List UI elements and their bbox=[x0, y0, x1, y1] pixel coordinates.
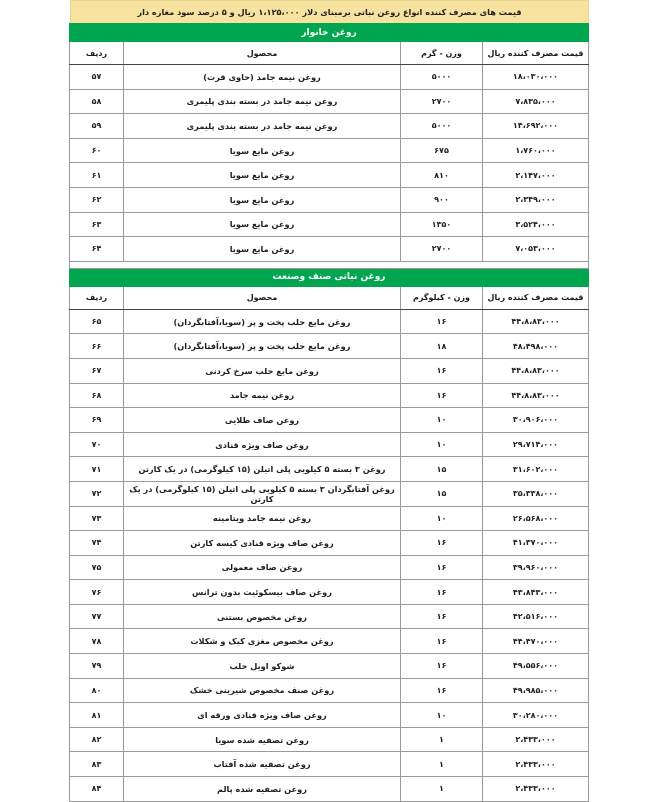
table-body bbox=[70, 24, 589, 802]
table-row bbox=[70, 114, 589, 139]
cell-index: ۵۸ bbox=[70, 89, 124, 114]
col-header-price: قیمت مصرف کننده ریال bbox=[483, 42, 589, 65]
cell-index: ۷۹ bbox=[70, 654, 124, 679]
cell-weight: ۲۷۰۰ bbox=[401, 237, 483, 262]
cell-price: ۳۰،۹۰۶،۰۰۰ bbox=[483, 408, 589, 433]
table-row bbox=[70, 383, 589, 408]
cell-weight: ۱۵ bbox=[401, 481, 483, 506]
cell-weight: ۱۶ bbox=[401, 555, 483, 580]
table-row bbox=[70, 555, 589, 580]
col-header-price: قیمت مصرف کننده ریال bbox=[483, 286, 589, 309]
col-header-product: محصول bbox=[124, 42, 401, 65]
table-row bbox=[70, 163, 589, 188]
price-table bbox=[69, 23, 589, 802]
price-sheet bbox=[70, 0, 589, 802]
table-row bbox=[70, 432, 589, 457]
cell-weight: ۶۷۵ bbox=[401, 138, 483, 163]
cell-weight: ۱ bbox=[401, 752, 483, 777]
cell-weight: ۱۰ bbox=[401, 432, 483, 457]
cell-price: ۴۴،۸،۸۳،۰۰۰ bbox=[483, 383, 589, 408]
cell-price: ۷،۸۳۵،۰۰۰ bbox=[483, 89, 589, 114]
table-row bbox=[70, 138, 589, 163]
cell-index: ۶۸ bbox=[70, 383, 124, 408]
cell-index: ۸۲ bbox=[70, 727, 124, 752]
cell-weight: ۱۶ bbox=[401, 309, 483, 334]
cell-product: روغن مایع سویا bbox=[124, 187, 401, 212]
page-title-banner: قیمت های مصرف کننده انواع روغن نباتی برمبنای دلار ۱،۱۲۵،۰۰۰ ریال و ۵ درصد سود مغازه دار bbox=[70, 0, 589, 23]
cell-price: ۴۳،۸۴۳،۰۰۰ bbox=[483, 580, 589, 605]
cell-index: ۷۵ bbox=[70, 555, 124, 580]
cell-product: روغن صاف معمولی bbox=[124, 555, 401, 580]
table-row bbox=[70, 777, 589, 802]
table-row bbox=[70, 187, 589, 212]
cell-weight: ۱۸ bbox=[401, 334, 483, 359]
cell-product: روغن تصفیه شده آفتاب bbox=[124, 752, 401, 777]
table-row bbox=[70, 580, 589, 605]
cell-weight: ۱۳۵۰ bbox=[401, 212, 483, 237]
cell-index: ۸۱ bbox=[70, 703, 124, 728]
cell-product: روغن مایع سویا bbox=[124, 237, 401, 262]
cell-product: روغن ۳ بسته ۵ کیلویی پلی اتیلن (۱۵ کیلوگرمی) در یک کارتن bbox=[124, 457, 401, 482]
cell-product: روغن صاف ویژه قنادی ورقه ای bbox=[124, 703, 401, 728]
cell-weight: ۱۰ bbox=[401, 408, 483, 433]
cell-price: ۷،۰۵۳،۰۰۰ bbox=[483, 237, 589, 262]
cell-product: روغن صاف ویژه قنادی کیسه کارتن bbox=[124, 531, 401, 556]
table-row bbox=[70, 481, 589, 506]
section-spacer bbox=[70, 261, 589, 268]
cell-weight: ۱ bbox=[401, 777, 483, 802]
cell-index: ۷۷ bbox=[70, 604, 124, 629]
cell-index: ۷۱ bbox=[70, 457, 124, 482]
cell-index: ۶۹ bbox=[70, 408, 124, 433]
cell-weight: ۱۶ bbox=[401, 678, 483, 703]
cell-index: ۶۷ bbox=[70, 358, 124, 383]
cell-index: ۷۴ bbox=[70, 531, 124, 556]
table-row bbox=[70, 334, 589, 359]
cell-product: روغن نیمه جامد در بسته بندی پلیمری bbox=[124, 89, 401, 114]
cell-price: ۴۸،۴۹۸،۰۰۰ bbox=[483, 334, 589, 359]
cell-price: ۱،۷۶۰،۰۰۰ bbox=[483, 138, 589, 163]
cell-weight: ۱۶ bbox=[401, 531, 483, 556]
cell-product: روغن مایع سویا bbox=[124, 138, 401, 163]
cell-index: ۸۴ bbox=[70, 777, 124, 802]
cell-product: روغن مایع حلب پخت و پز (سویا،آفتابگردان) bbox=[124, 334, 401, 359]
cell-weight: ۱۶ bbox=[401, 629, 483, 654]
table-row bbox=[70, 457, 589, 482]
col-header-weight: وزن - کیلوگرم bbox=[401, 286, 483, 309]
cell-price: ۲،۴۳۳،۰۰۰ bbox=[483, 752, 589, 777]
cell-weight: ۱ bbox=[401, 727, 483, 752]
cell-price: ۳۱،۶۰۲،۰۰۰ bbox=[483, 457, 589, 482]
cell-weight: ۱۰ bbox=[401, 703, 483, 728]
column-header-row-industrial bbox=[70, 286, 589, 309]
cell-product: روغن نیمه جامد ویتامینه bbox=[124, 506, 401, 531]
cell-product: روغن تصفیه شده پالم bbox=[124, 777, 401, 802]
cell-price: ۱۸،۰۳۰،۰۰۰ bbox=[483, 65, 589, 90]
cell-product: روغن مایع سویا bbox=[124, 212, 401, 237]
cell-index: ۶۰ bbox=[70, 138, 124, 163]
cell-index: ۶۴ bbox=[70, 237, 124, 262]
cell-weight: ۸۱۰ bbox=[401, 163, 483, 188]
cell-product: روغن نیمه جامد (حاوی قرت) bbox=[124, 65, 401, 90]
cell-index: ۷۶ bbox=[70, 580, 124, 605]
cell-weight: ۲۷۰۰ bbox=[401, 89, 483, 114]
cell-index: ۶۶ bbox=[70, 334, 124, 359]
cell-product: روغن صاف طلایی bbox=[124, 408, 401, 433]
cell-weight: ۱۶ bbox=[401, 580, 483, 605]
col-header-weight: وزن - گرم bbox=[401, 42, 483, 65]
cell-product: روغن مایع حلب پخت و پز (سویا،آفتابگردان) bbox=[124, 309, 401, 334]
table-row bbox=[70, 408, 589, 433]
cell-index: ۸۳ bbox=[70, 752, 124, 777]
cell-index: ۸۰ bbox=[70, 678, 124, 703]
cell-product: روغن مخصوص بستنی bbox=[124, 604, 401, 629]
cell-weight: ۱۵ bbox=[401, 457, 483, 482]
cell-index: ۶۲ bbox=[70, 187, 124, 212]
col-header-index: ردیف bbox=[70, 286, 124, 309]
cell-price: ۴۹،۹۸۵،۰۰۰ bbox=[483, 678, 589, 703]
cell-product: شوکو اویل حلب bbox=[124, 654, 401, 679]
cell-product: روغن آفتابگردان ۳ بسته ۵ کیلویی پلی اتیلن (۱۵ کیلوگرمی) در یک کارتن bbox=[124, 481, 401, 506]
cell-price: ۲،۳۴۹،۰۰۰ bbox=[483, 187, 589, 212]
cell-price: ۲،۴۳۳،۰۰۰ bbox=[483, 727, 589, 752]
table-row bbox=[70, 237, 589, 262]
cell-weight: ۱۰ bbox=[401, 506, 483, 531]
cell-product: روغن مخصوص مغزی کیک و شکلات bbox=[124, 629, 401, 654]
table-row bbox=[70, 506, 589, 531]
cell-price: ۴۴،۸،۸۳،۰۰۰ bbox=[483, 358, 589, 383]
cell-index: ۷۳ bbox=[70, 506, 124, 531]
cell-price: ۳۵،۳۳۸،۰۰۰ bbox=[483, 481, 589, 506]
cell-index: ۵۹ bbox=[70, 114, 124, 139]
cell-weight: ۱۶ bbox=[401, 383, 483, 408]
cell-product: روغن مایع حلب سرخ کردنی bbox=[124, 358, 401, 383]
table-row bbox=[70, 531, 589, 556]
section-header-row bbox=[70, 24, 589, 42]
table-row bbox=[70, 678, 589, 703]
table-row bbox=[70, 629, 589, 654]
cell-weight: ۵۰۰۰ bbox=[401, 114, 483, 139]
table-row bbox=[70, 212, 589, 237]
col-header-index: ردیف bbox=[70, 42, 124, 65]
column-header-row-household bbox=[70, 42, 589, 65]
section-title-household: روغن خانوار bbox=[70, 24, 589, 42]
cell-index: ۶۳ bbox=[70, 212, 124, 237]
table-row bbox=[70, 89, 589, 114]
col-header-product: محصول bbox=[124, 286, 401, 309]
cell-index: ۷۰ bbox=[70, 432, 124, 457]
cell-weight: ۱۶ bbox=[401, 604, 483, 629]
cell-product: روغن صنف مخصوص شیرینی خشک bbox=[124, 678, 401, 703]
cell-index: ۷۸ bbox=[70, 629, 124, 654]
cell-weight: ۵۰۰۰ bbox=[401, 65, 483, 90]
cell-weight: ۹۰۰ bbox=[401, 187, 483, 212]
cell-index: ۶۱ bbox=[70, 163, 124, 188]
cell-product: روغن صاف ویژه قنادی bbox=[124, 432, 401, 457]
cell-price: ۴۱،۳۷۰،۰۰۰ bbox=[483, 531, 589, 556]
table-row bbox=[70, 727, 589, 752]
cell-product: روغن مایع سویا bbox=[124, 163, 401, 188]
cell-price: ۳۰،۲۸۰،۰۰۰ bbox=[483, 703, 589, 728]
table-row bbox=[70, 358, 589, 383]
table-row bbox=[70, 703, 589, 728]
cell-product: روغن نیمه جامد bbox=[124, 383, 401, 408]
cell-price: ۲۹،۷۱۴،۰۰۰ bbox=[483, 432, 589, 457]
cell-price: ۲،۱۴۷،۰۰۰ bbox=[483, 163, 589, 188]
cell-price: ۱۴،۶۹۲،۰۰۰ bbox=[483, 114, 589, 139]
cell-weight: ۱۶ bbox=[401, 358, 483, 383]
cell-product: روغن تصفیه شده سویا bbox=[124, 727, 401, 752]
cell-price: ۴۴،۸،۸۳،۰۰۰ bbox=[483, 309, 589, 334]
cell-price: ۲،۴۳۳،۰۰۰ bbox=[483, 777, 589, 802]
table-row bbox=[70, 309, 589, 334]
table-row bbox=[70, 604, 589, 629]
cell-product: روغن نیمه جامد در بسته بندی پلیمری bbox=[124, 114, 401, 139]
cell-price: ۲۶،۵۶۸،۰۰۰ bbox=[483, 506, 589, 531]
cell-index: ۶۵ bbox=[70, 309, 124, 334]
table-row bbox=[70, 654, 589, 679]
cell-price: ۳،۵۲۴،۰۰۰ bbox=[483, 212, 589, 237]
section-title-industrial: روغن نباتی صنف وصنعت bbox=[70, 268, 589, 286]
table-row bbox=[70, 65, 589, 90]
section-header-row bbox=[70, 268, 589, 286]
cell-price: ۴۹،۵۵۶،۰۰۰ bbox=[483, 654, 589, 679]
cell-index: ۵۷ bbox=[70, 65, 124, 90]
cell-product: روغن صاف بیسکوئیت بدون ترانس bbox=[124, 580, 401, 605]
cell-index: ۷۲ bbox=[70, 481, 124, 506]
table-row bbox=[70, 752, 589, 777]
cell-price: ۴۲،۵۱۶،۰۰۰ bbox=[483, 604, 589, 629]
cell-price: ۳۹،۹۶۰،۰۰۰ bbox=[483, 555, 589, 580]
cell-price: ۴۴،۴۷۰،۰۰۰ bbox=[483, 629, 589, 654]
cell-weight: ۱۶ bbox=[401, 654, 483, 679]
